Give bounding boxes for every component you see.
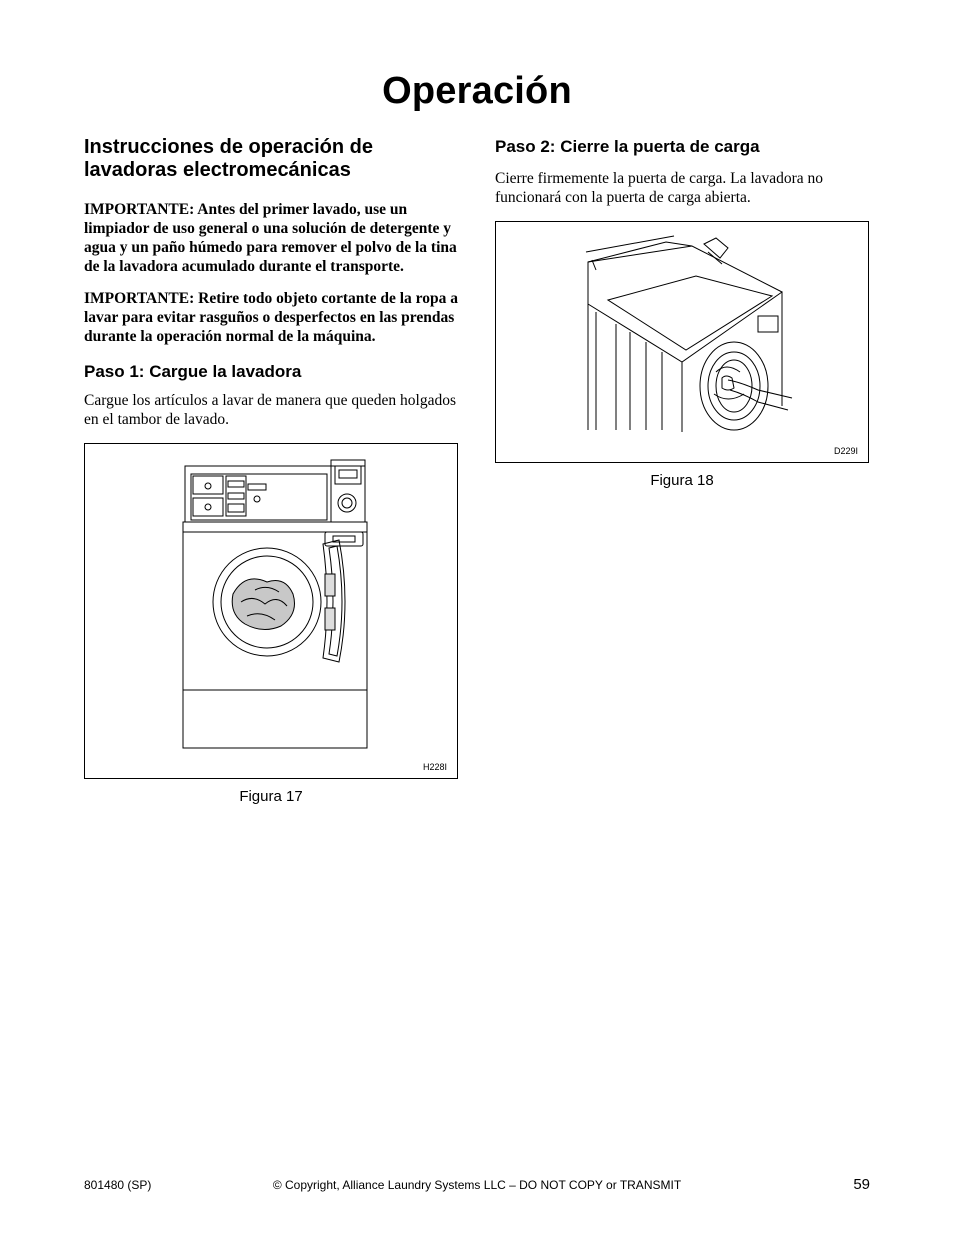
page-footer xyxy=(84,1177,870,1197)
figure-18 xyxy=(495,221,869,463)
washer-loading-illustration xyxy=(85,444,457,778)
left-column xyxy=(84,136,458,805)
page-title: Operación xyxy=(382,70,572,112)
figure-18-code: D229I xyxy=(833,446,858,456)
footer-copyright: © Copyright, Alliance Laundry Systems LLC – DO NOT COPY or TRANSMIT xyxy=(272,1178,682,1192)
section-heading: Instrucciones de operación de lavadoras electromecánicas xyxy=(84,136,373,181)
step2-text: Cierre firmemente la puerta de carga. La lavadora no funcionará con la puerta de carga abierta. xyxy=(495,170,824,206)
figure-18-caption: Figura 18 xyxy=(650,472,714,489)
door-closing-illustration xyxy=(496,222,868,462)
step1-text: Cargue los artículos a lavar de manera que queden holgados en el tambor de lavado. xyxy=(84,392,457,428)
important-note-1: IMPORTANTE: Antes del primer lavado, use un limpiador de uso general o una solución de detergente y agua y un paño húmedo para remover el polvo de la tina de la lavadora acumulado durante el transporte. xyxy=(84,201,457,275)
right-column xyxy=(495,136,869,489)
step1-heading: Paso 1: Cargue la lavadora xyxy=(84,362,302,381)
figure-17-code: H228I xyxy=(422,762,447,772)
footer-doc-number: 801480 (SP) xyxy=(84,1178,152,1192)
important-note-2: IMPORTANTE: Retire todo objeto cortante de la ropa a lavar para evitar rasguños o desperfectos en las prendas durante la operación normal de la máquina. xyxy=(84,290,458,345)
figure-17 xyxy=(84,443,458,779)
footer-page-number: 59 xyxy=(853,1176,870,1193)
step2-heading: Paso 2: Cierre la puerta de carga xyxy=(495,137,760,156)
figure-17-caption: Figura 17 xyxy=(239,788,303,805)
